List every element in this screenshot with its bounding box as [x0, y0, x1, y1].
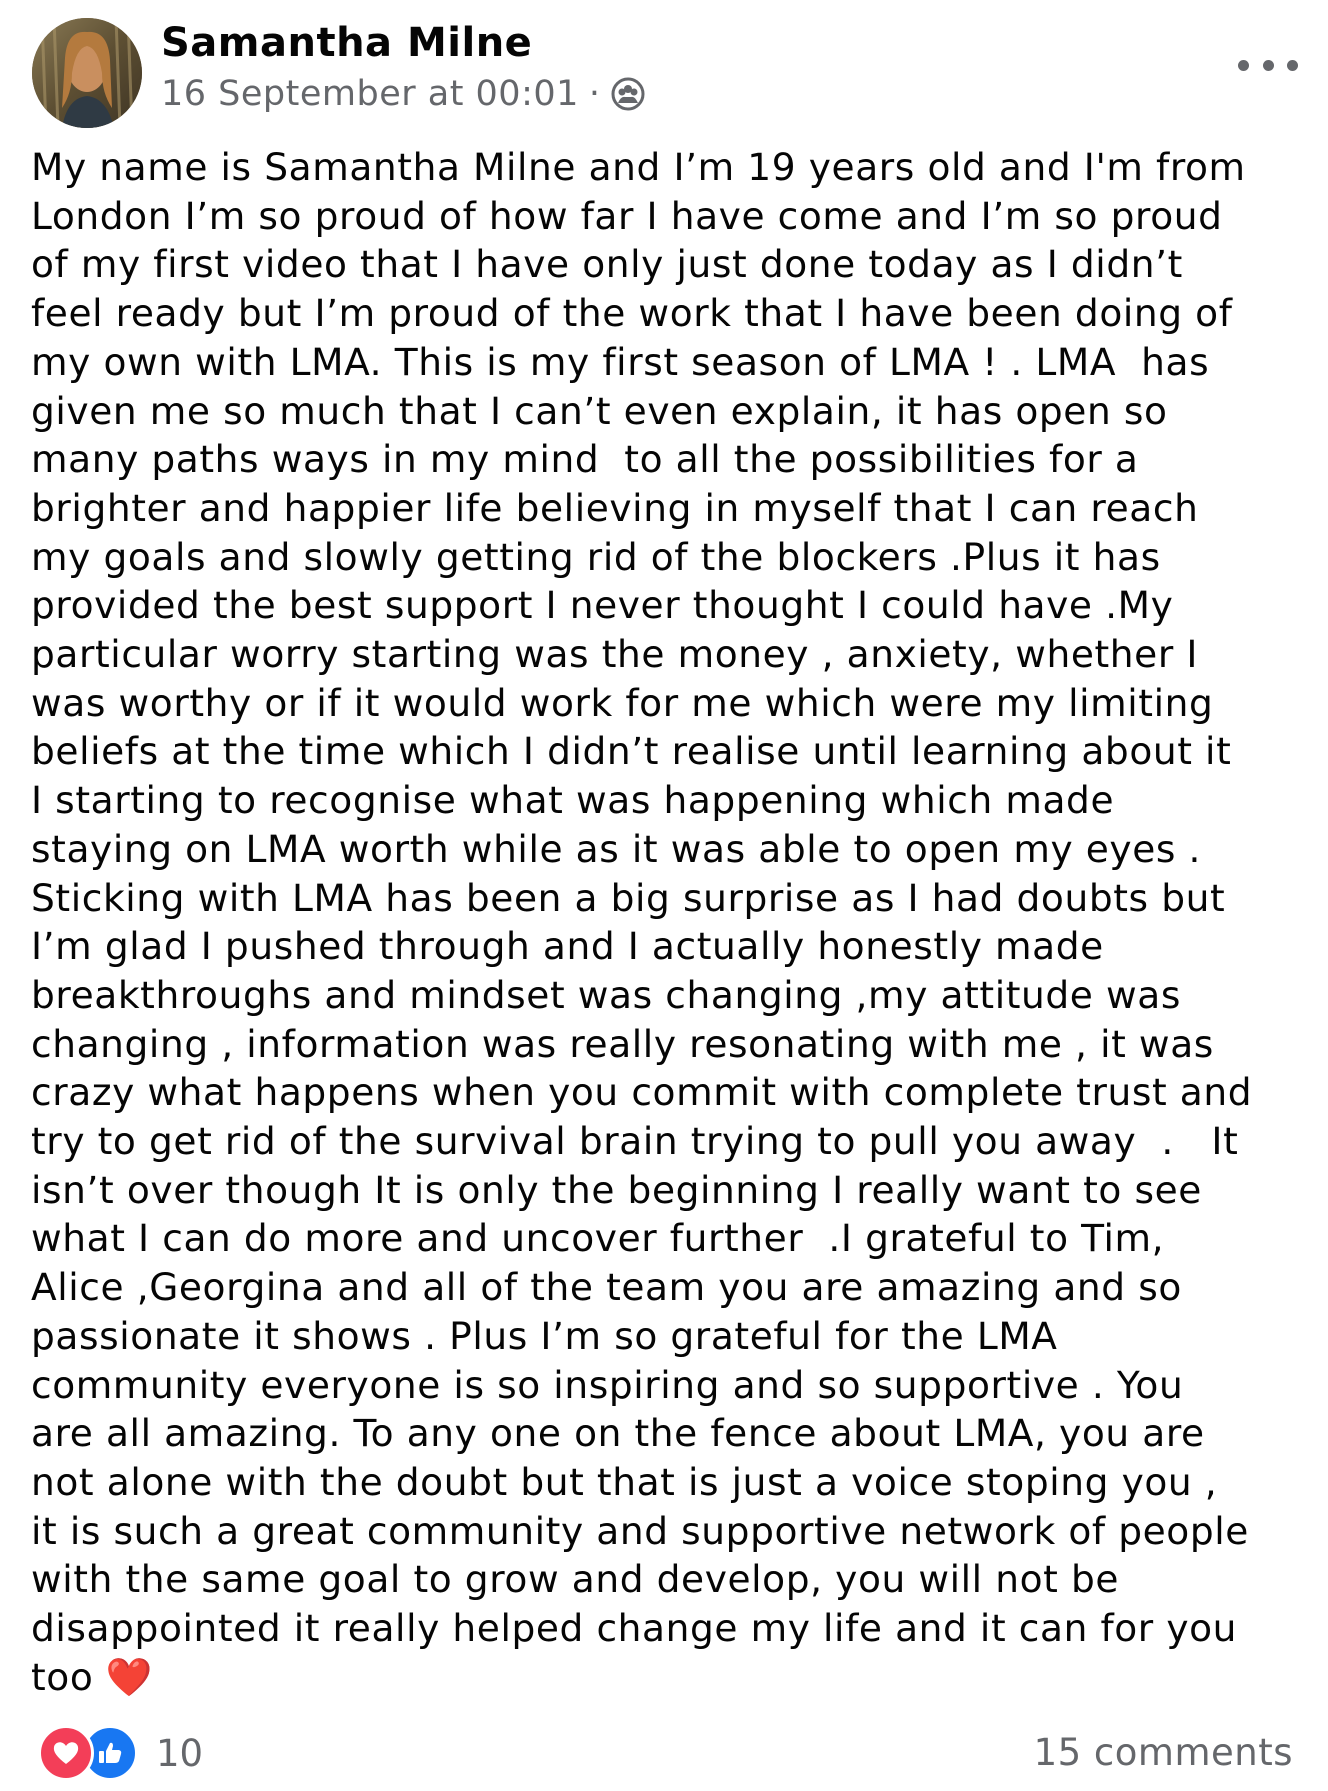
more-options-icon[interactable]: [1238, 50, 1298, 80]
more-dot: [1287, 60, 1298, 71]
avatar-photo: [32, 18, 142, 128]
love-reaction-icon: [38, 1725, 94, 1781]
author-name[interactable]: Samantha Milne: [161, 20, 533, 66]
more-dot: [1263, 60, 1274, 71]
post-timestamp[interactable]: 16 September at 00:01: [161, 74, 579, 114]
reactions-summary[interactable]: [38, 1725, 203, 1781]
reaction-count: 10: [156, 1731, 204, 1775]
group-icon: [611, 77, 645, 111]
meta-separator: ·: [588, 74, 601, 114]
post-footer: [0, 1725, 1328, 1785]
comments-count-link[interactable]: 15 comments: [1033, 1731, 1293, 1774]
more-dot: [1238, 60, 1249, 71]
post-body: My name is Samantha Milne and I’m 19 years old and I'm from London I’m so proud of how far I have come and I’m so proud of my first video that I have only just done today as I didn’t feel ready but I’m proud of the work that I have been doing of my own with LMA. This is my first season of LMA ! . LMA has given me so much that I can’t even explain, it has open so many paths ways in my mind to all the possibilities for a brighter and happier life believing in myself that I can reach my goals and slowly getting rid of the blockers .Plus it has provided the best support I never thought I could have .My particular worry starting was the money , anxiety, whether I was worthy or if it would work for me which were my limiting beliefs at the time which I didn’t realise until learning about it I starting to recognise what was happening which made staying on LMA worth while as it was able to open my eyes . Sticking with LMA has been a big surprise as I had doubts but I’m glad I pushed through and I actually honestly made breakthroughs and mindset was changing ,my attitude was changing , information was really resonating with me , it was crazy what happens when you commit with complete trust and try to get rid of the survival brain trying to pull you away . It isn’t over though It is only the beginning I really want to see what I can do more and uncover further .I grateful to Tim, Alice ,Georgina and all of the team you are amazing and so passionate it shows . Plus I’m so grateful for the LMA community everyone is so inspiring and so supportive . You are all amazing. To any one on the fence about LMA, you are not alone with the doubt but that is just a voice stoping you , it is such a great community and supportive network of people with the same goal to grow and develop, you will not be disappointed it really helped change my life and it can for you too ❤️: [31, 145, 1253, 1699]
avatar[interactable]: [32, 18, 142, 128]
post-meta: [161, 74, 645, 114]
